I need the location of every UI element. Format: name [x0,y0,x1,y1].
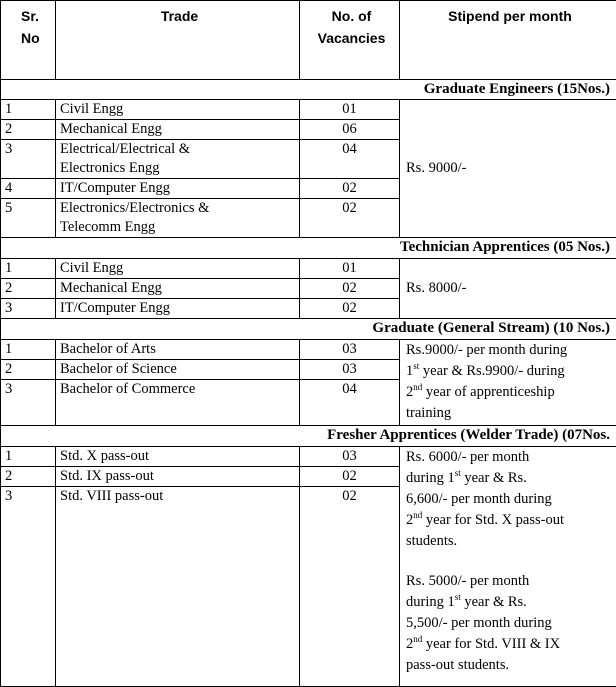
stipend-cell: Rs. 6000/- per month during 1st year & Rs. 6,600/- per month during 2nd year for Std. X pass-out students. Rs. 5000/- per month during 1st year & Rs. 5,500/- per month during 2nd year for Std. VIII & IX pass-out students. [400,447,616,687]
header-stipend: Stipend per month [400,1,616,80]
table-row: 1 Civil Engg 01 Rs. 8000/- [1,259,616,279]
table-row: 3 IT/Computer Engg 02 [1,299,616,319]
table-row: 4 IT/Computer Engg 02 [1,179,616,199]
header-vacancies: No. of Vacancies [300,1,400,80]
table-row: 2 Mechanical Engg 06 [1,120,616,140]
table-row: 3 Std. VIII pass-out 02 [1,487,616,687]
stipend-cell: Rs. 8000/- [400,259,616,319]
header-row [1,1,616,80]
table-row: 1 Civil Engg 01 Rs. 9000/- [1,100,616,120]
table-row: 3 Bachelor of Commerce 04 [1,380,616,426]
section-title: Fresher Apprentices (Welder Trade) (07Nos. [1,426,616,447]
stipend-cell: Rs.9000/- per month during 1st year & Rs.9900/- during 2nd year of apprenticeship training [400,340,616,426]
table-row: 1 Std. X pass-out 03 Rs. 6000/- per month during 1st year & Rs. 6,600/- per month during 2nd year for Std. X pass-out students. Rs. 5000/- per month during 1st year & Rs. 5,500/- per month during 2nd year for Std. VIII & IX pass-out students. [1,447,616,467]
header-trade: Trade [56,1,300,80]
header-sr: Sr. No [1,1,56,80]
section-title: Technician Apprentices (05 Nos.) [1,238,616,259]
table-row: 2 Mechanical Engg 02 [1,279,616,299]
table-row: 2 Bachelor of Science 03 [1,360,616,380]
table-row: 1 Bachelor of Arts 03 Rs.9000/- per month during 1st year & Rs.9900/- during 2nd year of apprenticeship training [1,340,616,360]
table-row: 5 Electronics/Electronics & Telecomm Engg 02 [1,199,616,238]
stipend-cell: Rs. 9000/- [400,100,616,238]
table-row: 3 Electrical/Electrical & Electronics Engg 04 [1,140,616,179]
section-title: Graduate (General Stream) (10 Nos.) [1,319,616,340]
table-row: 2 Std. IX pass-out 02 [1,467,616,487]
section-title: Graduate Engineers (15Nos.) [1,80,616,100]
